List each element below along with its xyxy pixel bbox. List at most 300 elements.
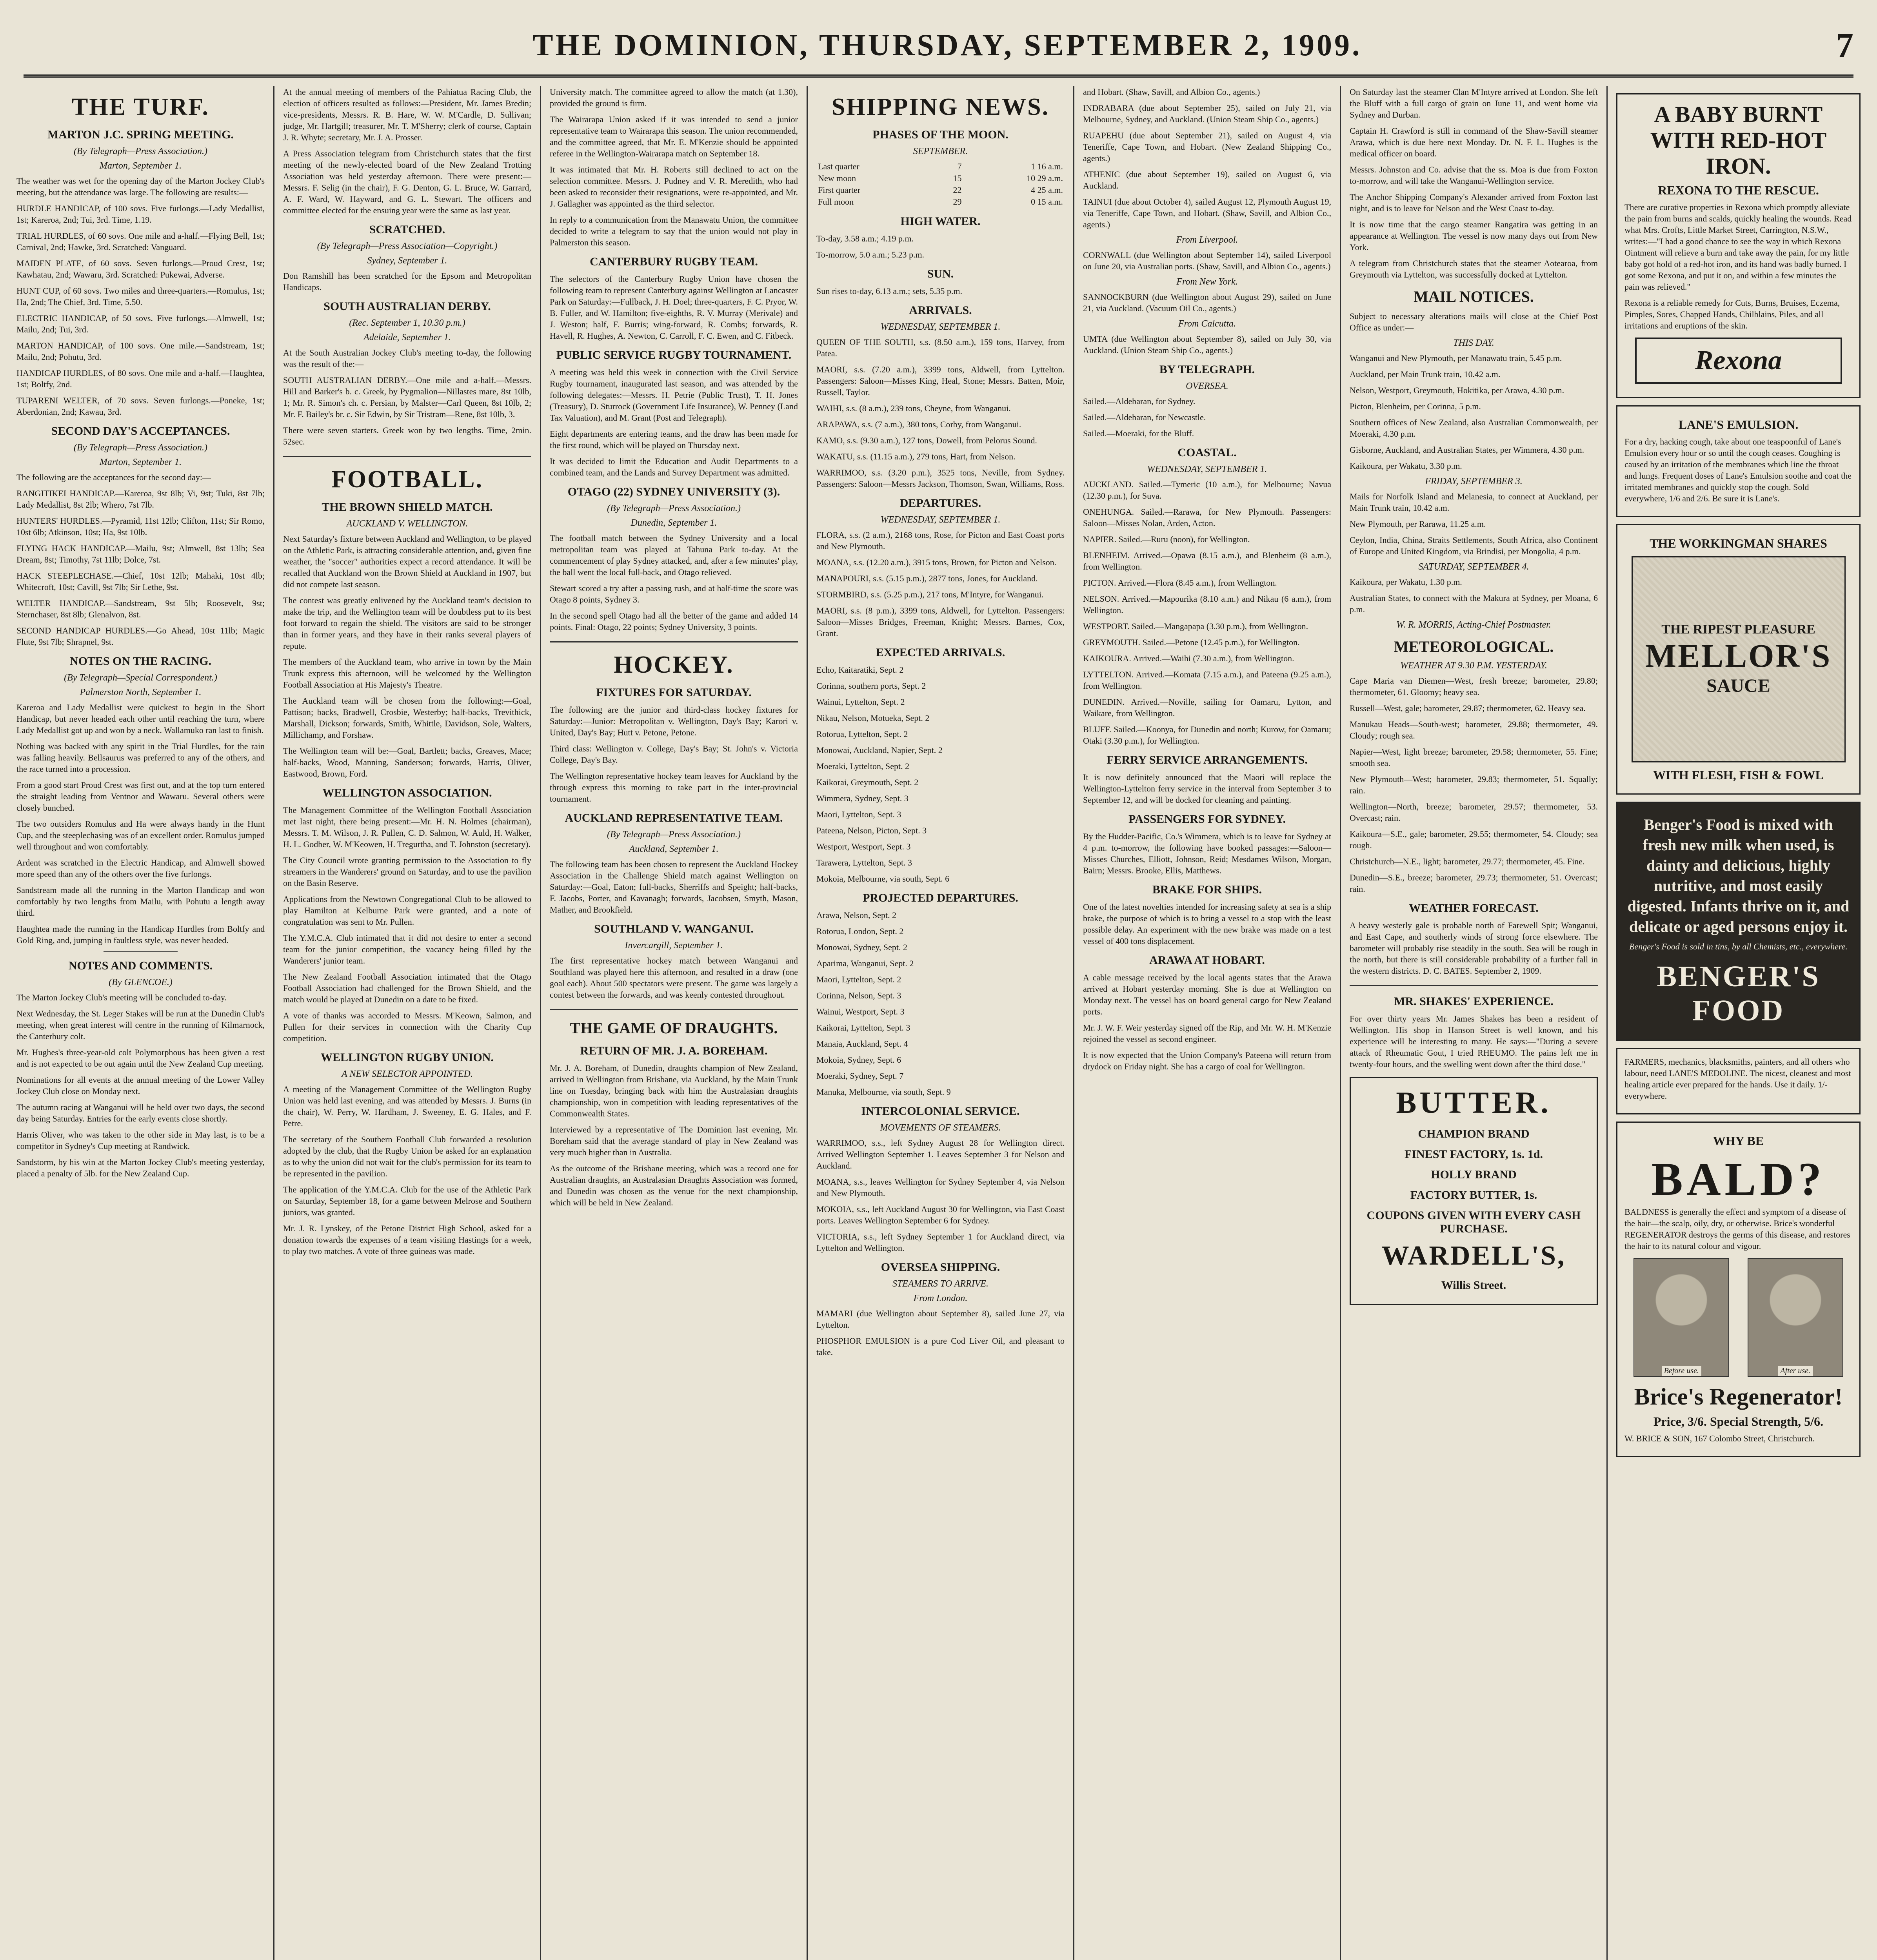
butter-line: HOLLY BRAND: [1431, 1168, 1517, 1181]
article-paragraph: At the annual meeting of members of the Pahiatua Racing Club, the election of officers resulted as follows:—President, Mr. James Bredin; vice-presidents, Messrs. R. B. Hare, W. W. M'Cardle, D. Sullivan; judge, Mr. Hartgill; treasurer, Mr. T. M'Sherry; clerk of course, Captain J. R. Whyte; secretary, Mr. J. A. Prosser.: [283, 87, 531, 142]
article-paragraph: Haughtea made the running in the Handicap Hurdles from Boltfy and Gold Ring, and, jumping in faultless style, was never headed.: [16, 924, 265, 945]
moon-time: 1 16 a.m.: [1031, 162, 1063, 171]
brices-address: W. BRICE & SON, 167 Colombo Street, Christchurch.: [1624, 1434, 1815, 1443]
article-paragraph: CORNWALL (due Wellington about September 14), sailed Liverpool on June 20, via Australian ports. (Shaw, Savill, and Albion Co., agents.): [1083, 250, 1331, 271]
moon-time: 0 15 a.m.: [1031, 197, 1063, 207]
otago-byline: (By Telegraph—Press Association.): [607, 503, 741, 514]
auckland-rep-dateline: Auckland, September 1.: [629, 844, 719, 854]
public-service-heading: PUBLIC SERVICE RUGBY TOURNAMENT.: [556, 348, 792, 361]
list-item: Wainui, Lyttelton, Sept. 2: [816, 697, 905, 707]
article-paragraph: The Management Committee of the Wellington Football Association met last night, there being present:—Mr. H. N. Holmes (chairman), Messrs. T. M. Wilson, J. R. Pullen, C. D. Salmon, W. Auld, H. Walker, H. L. Godber, W. M'Keowen, H. Tregurtha, and T. Johnston (secretary).: [283, 805, 531, 849]
mellors-tagline: THE RIPEST PLEASURE: [1661, 622, 1815, 637]
article-paragraph: Mr. J. A. Boreham, of Dunedin, draughts champion of New Zealand, arrived in Wellington from Brisbane, via Auckland, by the Main Trunk line on Tuesday, bringing back with him the Australasian draughts championship, won in competition with leading representatives of the Commonwealth States.: [550, 1063, 798, 1118]
article-paragraph: BLUFF. Sailed.—Koonya, for Dunedin and north; Kurow, for Oamaru; Otaki (3.30 p.m.), for Wellington.: [1083, 724, 1331, 746]
mail-saturday: SATURDAY, SEPTEMBER 4.: [1418, 562, 1529, 572]
oversea-heading: OVERSEA SHIPPING.: [881, 1261, 1000, 1274]
second-day-dateline: Marton, September 1.: [99, 457, 182, 467]
column-shipping-cont: [1074, 86, 1341, 1960]
weather-entry: Napier—West, light breeze; barometer, 29.58; thermometer, 55. Fine; smooth sea.: [1350, 747, 1598, 768]
weather-entry: Russell—West, gale; barometer, 29.87; thermometer, 62. Heavy sea.: [1350, 703, 1586, 713]
mellors-sauce-advert: [1616, 524, 1861, 795]
after-photo: [1748, 1258, 1843, 1377]
derby-dateline: Adelaide, September 1.: [363, 332, 451, 343]
list-item: Monowai, Auckland, Napier, Sept. 2: [816, 745, 943, 755]
article-paragraph: HUNT CUP, of 60 sovs. Two miles and three-quarters.—Romulus, 1st; Ha, 2nd; The Chief, 3rd. Time, 5.50.: [16, 286, 265, 307]
butter-advert: [1350, 1077, 1598, 1305]
marton-dateline: Marton, September 1.: [99, 161, 182, 171]
article-paragraph: HANDICAP HURDLES, of 80 sovs. One mile and a-half.—Haughtea, 1st; Boltfy, 2nd.: [16, 368, 265, 389]
article-paragraph: Sailed.—Aldebaran, for Newcastle.: [1083, 412, 1206, 422]
passengers-heading: PASSENGERS FOR SYDNEY.: [1128, 813, 1286, 826]
derby-byline: (Rec. September 1, 10.30 p.m.): [349, 318, 465, 328]
mail-entry: Kaikoura, per Wakatu, 3.30 p.m.: [1350, 461, 1462, 471]
article-paragraph: TUPARENI WELTER, of 70 sovs. Seven furlongs.—Poneke, 1st; Aberdonian, 2nd; Kawau, 3rd.: [16, 396, 265, 417]
shipping-heading: SHIPPING NEWS.: [831, 94, 1050, 120]
article-paragraph: The Wellington team will be:—Goal, Bartlett; backs, Greaves, Mace; half-backs, Wood, Manning, Sanderson; forwards, Harris, Oliver, Eastwood, Brown, Ford.: [283, 746, 531, 779]
moon-day: 15: [953, 173, 962, 183]
article-paragraph: Captain H. Crawford is still in command of the Shaw-Savill steamer Arawa, which is due here next Monday. Dr. N. F. L. Hughes is the medical officer on board.: [1350, 126, 1598, 158]
forecast-heading: WEATHER FORECAST.: [1409, 902, 1539, 915]
rexona-body: Rexona is a reliable remedy for Cuts, Burns, Bruises, Eczema, Pimples, Sores, Chapped Hands, Chilblains, Piles, and all irritations and eruptions of the skin.: [1624, 298, 1840, 330]
article-paragraph: The Wairarapa Union asked if it was intended to send a junior representative team to Wairarapa this season. The union recommended, and the committee agreed, that Mr. E. M'Kenzie should be appointed referee in the Wellington-Wairarapa match on September 18.: [550, 114, 798, 158]
article-paragraph: Don Ramshill has been scratched for the Epsom and Metropolitan Handicaps.: [283, 271, 531, 292]
article-paragraph: GREYMOUTH. Sailed.—Petone (12.45 p.m.), for Wellington.: [1083, 637, 1300, 647]
mail-entry: Southern offices of New Zealand, also Australian Commonwealth, per Moeraki, 4.30 p.m.: [1350, 417, 1598, 439]
list-item: Arawa, Nelson, Sept. 2: [816, 910, 897, 920]
bengers-small-print: Benger's Food is sold in tins, by all Chemists, etc., everywhere.: [1629, 942, 1848, 951]
article-paragraph: TRIAL HURDLES, of 60 sovs. One mile and a-half.—Flying Bell, 1st; Carnival, 2nd; Hawke, 3rd. Scratched: Vanguard.: [16, 231, 265, 252]
article-paragraph: The Wellington representative hockey team leaves for Auckland by the through express this morning to take part in the inter-provincial tournament.: [550, 771, 798, 804]
fixtures-heading: FIXTURES FOR SATURDAY.: [596, 686, 752, 699]
list-item: Wainui, Westport, Sept. 3: [816, 1007, 905, 1016]
list-item: Manaia, Auckland, Sept. 4: [816, 1039, 908, 1049]
rexona-subheadline: REXONA TO THE RESCUE.: [1658, 183, 1819, 197]
oversea-label: OVERSEA.: [1186, 381, 1228, 391]
butter-line: COUPONS GIVEN WITH EVERY CASH PURCHASE.: [1366, 1209, 1581, 1235]
article-paragraph: As the outcome of the Brisbane meeting, which was a record one for Australian draughts, an Australasian Draughts Association was formed, and Dunedin was chosen as the venue for the next championship, which will be held in New Zealand.: [550, 1163, 798, 1207]
article-paragraph: MAMARI (due Wellington about September 8), sailed June 27, via Lyttelton.: [816, 1308, 1065, 1330]
moon-phase: Last quarter: [818, 162, 859, 171]
mellors-bottom-line: WITH FLESH, FISH & FOWL: [1653, 768, 1824, 782]
article-paragraph: The first representative hockey match between Wanganui and Southland was played here this afternoon, and resulted in a draw (one goal each). About 500 spectators were present. The game was largely a contest between the forwards, and was keenly contested throughout.: [550, 956, 798, 1000]
article-paragraph: WELTER HANDICAP.—Sandstream, 9st 5lb; Roosevelt, 9st; Sternchaser, 8st 8lb; Glenalvon, 8st.: [16, 598, 265, 619]
article-paragraph: SOUTH AUSTRALIAN DERBY.—One mile and a-half.—Messrs. Hill and Barker's b. c. Greek, by Pygmalion—Nillastes mare, 8st 10lb, 1; Mr. R. Simon's ch. c. Persian, by Malster—Carl Queen, 8st 10lb, 2; Mr. F. Bailey's br. c. Sir Edwin, by Sir Tristram—Rene, 8st 10lb, 3.: [283, 375, 531, 419]
oversea-subheading: STEAMERS TO ARRIVE.: [892, 1279, 989, 1289]
article-paragraph: In the second spell Otago had all the better of the game and added 14 points. Final: Otago, 22 points; Sydney University, 3 points.: [550, 611, 798, 632]
mail-entry: Nelson, Westport, Greymouth, Hokitika, per Arawa, 4.30 p.m.: [1350, 385, 1564, 395]
article-paragraph: Third class: Wellington v. College, Day's Bay; St. John's v. Victoria College, Day's Bay.: [550, 744, 798, 765]
list-item: Echo, Kaitaratiki, Sept. 2: [816, 665, 904, 675]
scratched-dateline: Sydney, September 1.: [367, 256, 447, 266]
article-paragraph: University match. The committee agreed to allow the match (at 1.30), provided the ground is firm.: [550, 87, 798, 108]
list-item: Tarawera, Lyttelton, Sept. 3: [816, 858, 912, 867]
mail-this-day: THIS DAY.: [1453, 338, 1494, 348]
article-paragraph: The members of the Auckland team, who arrive in town by the Main Trunk express this afternoon, will be welcomed by the Wellington Football Association at His Majesty's Theatre.: [283, 657, 531, 690]
article-paragraph: The following team has been chosen to represent the Auckland Hockey Association in the Challenge Shield match against Wellington on Saturday:—Goal, Eaton; full-backs, Sherriffs and Speight; half-backs, F. Jacobs, Porter, and Kavanagh; forwards, Jacobsen, Smyth, Mason, Mather, and Brookfield.: [550, 859, 798, 915]
from-calcutta: From Calcutta.: [1178, 319, 1236, 329]
article-paragraph: A telegram from Christchurch states that the steamer Aotearoa, from Greymouth via Lyttelton, was successfully docked at Lyttelton.: [1350, 258, 1598, 279]
turf-heading: THE TURF.: [72, 94, 209, 120]
rugby-union-subheading: A NEW SELECTOR APPOINTED.: [342, 1069, 473, 1079]
list-item: Rotorua, London, Sept. 2: [816, 926, 904, 936]
table-row: [816, 172, 1065, 184]
rexona-advert: [1616, 93, 1861, 398]
article-paragraph: Next Saturday's fixture between Auckland and Wellington, to be played on the Athletic Park, is attracting considerable attention, and, given fine weather, the "soccer" authorities expect a record attendance. It will be recalled that Auckland won the Brown Shield at Auckland in 1907, but did not compete last season.: [283, 534, 531, 589]
before-caption: Before use.: [1662, 1366, 1701, 1376]
article-paragraph: Sailed.—Aldebaran, for Sydney.: [1083, 396, 1196, 406]
article-paragraph: PHOSPHOR EMULSION is a pure Cod Liver Oil, and pleasant to take.: [816, 1336, 1065, 1357]
list-item: Nikau, Nelson, Motueka, Sept. 2: [816, 713, 930, 723]
butter-line: FACTORY BUTTER, 1s.: [1410, 1189, 1537, 1201]
article-paragraph: MOKOIA, s.s., left Auckland August 30 for Wellington, via East Coast ports. Leaves Wellington September 6 for Sydney.: [816, 1204, 1065, 1225]
coastal-heading: COASTAL.: [1177, 446, 1237, 459]
article-paragraph: TAINUI (due about October 4), sailed August 12, Plymouth August 19, via Teneriffe, Cape Town, and Hobart. (Shaw, Savill, and Albion Co., agents.): [1083, 197, 1331, 229]
article-paragraph: The weather was wet for the opening day of the Marton Jockey Club's meeting, but the attendance was large. The following are results:—: [16, 176, 265, 197]
article-paragraph: The two outsiders Romulus and Ha were always handy in the Hunt Cup, and the steeplechasing was of an excellent order. Romulus jumped well throughout and won comfortably.: [16, 819, 265, 851]
list-item: Wimmera, Sydney, Sept. 3: [816, 793, 909, 803]
lanes-emulsion-headline: LANE'S EMULSION.: [1678, 417, 1799, 432]
lanes-emulsion-advert: [1616, 405, 1861, 517]
arrival-entry: ARAPAWA, s.s. (7 a.m.), 380 tons, Corby, from Wanganui.: [816, 419, 1021, 429]
article-paragraph: ATHENIC (due about September 19), sailed on August 6, via Auckland.: [1083, 169, 1331, 191]
section-rule: [550, 641, 798, 642]
moon-day: 29: [953, 197, 962, 207]
mail-notices-heading: MAIL NOTICES.: [1414, 288, 1534, 305]
article-paragraph: INDRABARA (due about September 25), sailed on July 21, via Melbourne, Sydney, and Auckland. (Union Steam Ship Co., agents.): [1083, 103, 1331, 124]
bengers-body: Benger's Food is mixed with fresh new milk when used, is dainty and delicious, highly nutritive, and most easily digested. Infants thrive on it, and delicate or aged persons enjoy it.: [1627, 816, 1850, 935]
southland-dateline: Invercargill, September 1.: [625, 940, 723, 951]
auckland-rep-byline: (By Telegraph—Press Association.): [607, 829, 741, 840]
article-paragraph: PICTON. Arrived.—Flora (8.45 a.m.), from Wellington.: [1083, 578, 1277, 588]
mail-friday: FRIDAY, SEPTEMBER 3.: [1425, 476, 1523, 486]
marton-byline: (By Telegraph—Press Association.): [73, 146, 208, 156]
after-caption: After use.: [1778, 1366, 1813, 1376]
marton-heading: MARTON J.C. SPRING MEETING.: [47, 128, 234, 141]
article-paragraph: NELSON. Arrived.—Mapourika (8.10 a.m.) and Nikau (6 a.m.), from Wellington.: [1083, 594, 1331, 615]
masthead-title: THE DOMINION, THURSDAY, SEPTEMBER 2, 1909.: [532, 28, 1362, 62]
hockey-heading: HOCKEY.: [614, 652, 734, 678]
weather-entry: New Plymouth—West; barometer, 29.83; thermometer, 51. Squally; rain.: [1350, 774, 1598, 795]
departure-entry: MAORI, s.s. (8 p.m.), 3399 tons, Aldwell, for Lyttelton. Passengers: Saloon—Misses Bridges, Freeman, Knight; Messrs. Barnes, Cox, Grant.: [816, 606, 1065, 638]
column-adverts: [1608, 86, 1869, 1960]
mail-intro: Subject to necessary alterations mails will close at the Chief Post Office as under:—: [1350, 311, 1598, 332]
from-liverpool: From Liverpool.: [1176, 235, 1238, 245]
mail-signature: W. R. MORRIS, Acting-Chief Postmaster.: [1396, 620, 1551, 630]
moon-month: SEPTEMBER.: [913, 146, 968, 156]
brices-price: Price, 3/6. Special Strength, 5/6.: [1653, 1414, 1824, 1428]
departure-entry: FLORA, s.s. (2 a.m.), 2168 tons, Rose, for Picton and East Coast ports and New Plymouth.: [816, 530, 1065, 551]
article-paragraph: It was decided to limit the Education and Audit Departments to a combined team, and the Lands and Survey Department was admitted.: [550, 456, 798, 477]
list-item: Moeraki, Sydney, Sept. 7: [816, 1071, 904, 1081]
article-paragraph: SECOND HANDICAP HURDLES.—Go Ahead, 10st 11lb; Magic Flute, 9st 7lb; Shrapnel, 9st.: [16, 626, 265, 647]
article-paragraph: It was intimated that Mr. H. Roberts still declined to act on the selection committee. Messrs. J. Pudney and V. R. Meredith, who had been asked to reconsider their resignations, were re-appointed, and Mr. J. Gallagher was appointed as the third selector.: [550, 165, 798, 209]
meteorological-heading: METEOROLOGICAL.: [1394, 638, 1554, 655]
sun-heading: SUN.: [927, 267, 954, 280]
high-water-tomorrow: To-morrow, 5.0 a.m.; 5.23 p.m.: [816, 250, 925, 260]
association-heading: WELLINGTON ASSOCIATION.: [322, 786, 492, 799]
weather-entry: Kaikoura—S.E., gale; barometer, 29.55; thermometer, 54. Cloudy; sea rough.: [1350, 829, 1598, 850]
rexona-logo: Rexona: [1635, 338, 1842, 384]
article-paragraph: At the South Australian Jockey Club's meeting to-day, the following was the result of the:—: [283, 348, 531, 369]
mail-entry: Gisborne, Auckland, and Australian States, per Wimmera, 4.30 p.m.: [1350, 445, 1584, 455]
list-item: Corinna, Nelson, Sept. 3: [816, 991, 901, 1000]
notes-comments-heading: NOTES AND COMMENTS.: [68, 959, 213, 972]
masthead: [24, 16, 1853, 78]
mail-entry: Picton, Blenheim, per Corinna, 5 p.m.: [1350, 401, 1481, 411]
article-paragraph: ONEHUNGA. Sailed.—Rarawa, for New Plymouth. Passengers: Saloon—Misses Nolan, Arden, Acton.: [1083, 507, 1331, 528]
notes-racing-heading: NOTES ON THE RACING.: [69, 655, 212, 668]
mellors-bottle-illustration: [1632, 556, 1846, 762]
medoline-body: FARMERS, mechanics, blacksmiths, painters, and all others who labour, need LANE'S MEDOLINE. The nicest, cleanest and most healing article ever prepared for the hands. Use it daily. 1/- everywhere.: [1624, 1057, 1851, 1101]
article-paragraph: A meeting of the Management Committee of the Wellington Rugby Union was held last evening, and was attended by Messrs. J. Burns (in the chair), W. Perry, W. Hardham, J. Sweeney, E. G. Hales, and F. Petre.: [283, 1084, 531, 1128]
departures-date: WEDNESDAY, SEPTEMBER 1.: [880, 515, 1001, 525]
draughts-subheading: RETURN OF MR. J. A. BOREHAM.: [580, 1044, 768, 1057]
list-item: Rotorua, Lyttelton, Sept. 2: [816, 729, 908, 739]
article-paragraph: HUNTERS' HURDLES.—Pyramid, 11st 12lb; Clifton, 11st; Sir Romo, 10st 6lb; Atkinson, 10st; Ha, 9st 10lb.: [16, 516, 265, 537]
article-paragraph: The following are the junior and third-class hockey fixtures for Saturday:—Junior: Metropolitan v. Wellington, Day's Bay; Karori v. United, Day's Bay; Hutt v. Petone, Petone.: [550, 705, 798, 737]
moon-phase: First quarter: [818, 185, 861, 195]
article-paragraph: WESTPORT. Sailed.—Mangapapa (3.30 p.m.), from Wellington.: [1083, 621, 1308, 631]
article-paragraph: The Marton Jockey Club's meeting will be concluded to-day.: [16, 993, 227, 1002]
arrival-entry: KAMO, s.s. (9.30 a.m.), 127 tons, Dowell, from Pelorus Sound.: [816, 436, 1037, 445]
article-paragraph: The secretary of the Southern Football Club forwarded a resolution adopted by the club, that the Rugby Union be asked for an explanation as to why the union did not wait for the club's permission for its team to be represented in the pavilion.: [283, 1134, 531, 1178]
article-paragraph: There were seven starters. Greek won by two lengths. Time, 2min. 52sec.: [283, 425, 531, 446]
article-paragraph: A meeting was held this week in connection with the Civil Service Rugby tournament, inaugurated last season, and was attended by the following delegates:—Messrs. H. Petrie (Public Trust), T. H. Jones (Treasury), D. Sturrock (Government Life Insurance), W. Penney (Land Tax Valuation), and M. Grant (Post and Telegraph).: [550, 367, 798, 423]
arrivals-date: WEDNESDAY, SEPTEMBER 1.: [880, 322, 1001, 332]
list-item: Mokoia, Sydney, Sept. 6: [816, 1055, 901, 1065]
departure-entry: MANAPOURI, s.s. (5.15 p.m.), 2877 tons, Jones, for Auckland.: [816, 573, 1038, 583]
brices-regenerator-advert: [1616, 1122, 1861, 1457]
article-paragraph: The autumn racing at Wanganui will be held over two days, the second day being Saturday. Entries for the early events close shortly.: [16, 1102, 265, 1123]
bald-headline: BALD?: [1651, 1153, 1826, 1205]
auckland-rep-heading: AUCKLAND REPRESENTATIVE TEAM.: [565, 811, 783, 824]
article-paragraph: Mr. Hughes's three-year-old colt Polymorphous has been given a rest and is not expected to be out again until the New Zealand Cup meeting.: [16, 1047, 265, 1069]
column-football: [274, 86, 541, 1960]
article-paragraph: Applications from the Newtown Congregational Club to be allowed to play Hamilton at Kelburne Park were granted, and a note of congratulation was sent to Mr. Pullen.: [283, 894, 531, 927]
arrival-entry: QUEEN OF THE SOUTH, s.s. (8.50 a.m.), 159 tons, Harvey, from Patea.: [816, 337, 1065, 358]
article-paragraph: DUNEDIN. Arrived.—Noville, sailing for Oamaru, Lytton, and Waikare, from Wellington.: [1083, 697, 1331, 718]
moon-time: 4 25 a.m.: [1031, 185, 1063, 195]
table-row: [816, 196, 1065, 208]
list-item: Corinna, southern ports, Sept. 2: [816, 681, 926, 691]
article-paragraph: VICTORIA, s.s., left Sydney September 1 for Auckland direct, via Lyttelton and Wellington.: [816, 1232, 1065, 1253]
list-item: Maori, Lyttelton, Sept. 3: [816, 809, 901, 819]
article-paragraph: Stewart scored a try after a passing rush, and at half-time the score was Otago 8 points, Sydney 3.: [550, 583, 798, 604]
moon-time: 10 29 a.m.: [1027, 173, 1063, 183]
arrival-entry: WARRIMOO, s.s. (3.20 p.m.), 3525 tons, Neville, from Sydney. Passengers: Saloon—Messrs Jackson, Thomson, Swan, Williams, Ross.: [816, 468, 1065, 489]
brices-brand: Brice's Regenerator!: [1634, 1384, 1843, 1410]
weather-entry: Dunedin—S.E., breeze; barometer, 29.73; thermometer, 51. Overcast; rain.: [1350, 873, 1598, 894]
article-paragraph: A vote of thanks was accorded to Messrs. M'Keown, Salmon, and Pullen for their services in connection with the Charity Cup competition.: [283, 1011, 531, 1043]
article-paragraph: WARRIMOO, s.s., left Sydney August 28 for Wellington direct. Arrived Wellington September 1. Leaves September 3 for Nelson and Auckland.: [816, 1138, 1065, 1171]
oversea-from: From London.: [913, 1293, 968, 1303]
article-paragraph: The application of the Y.M.C.A. Club for the use of the Athletic Park on Saturday, September 18, for a game between Melrose and Southern juniors, was granted.: [283, 1185, 531, 1217]
southland-heading: SOUTHLAND V. WANGANUI.: [594, 922, 754, 935]
article-paragraph: It is now expected that the Union Company's Pateena will return from drydock on Friday night. She has a cargo of coal for Wellington.: [1083, 1050, 1331, 1071]
article-paragraph: Sandstream made all the running in the Marton Handicap and won comfortably by two lengths from Mailu, with Pohutu a length away third.: [16, 885, 265, 918]
article-paragraph: HURDLE HANDICAP, of 100 sovs. Five furlongs.—Lady Medallist, 1st; Kareroa, 2nd; Tui, 3rd. Time, 1.19.: [16, 203, 265, 225]
scratched-byline: (By Telegraph—Press Association—Copyright.): [317, 241, 498, 251]
list-item: Westport, Westport, Sept. 3: [816, 842, 911, 851]
moon-phase: Full moon: [818, 197, 854, 207]
arrival-entry: MAORI, s.s. (7.20 a.m.), 3399 tons, Aldwell, from Lyttelton. Passengers: Saloon—Misses King, Heal, Stone; Messrs. Batten, Moir, Russell, Taylor.: [816, 365, 1065, 397]
weather-entry: Manukau Heads—South-west; barometer, 29.88; thermometer, 49. Cloudy; rough sea.: [1350, 719, 1598, 740]
weather-entry: Christchurch—N.E., light; barometer, 29.77; thermometer, 45. Fine.: [1350, 857, 1585, 866]
list-item: Aparima, Wanganui, Sept. 2: [816, 958, 914, 968]
article-paragraph: The New Zealand Football Association intimated that the Otago Football Association had challenged for the Brown Shield, and the match would be played at Dunedin on a date to be fixed.: [283, 972, 531, 1004]
article-paragraph: By the Hudder-Pacific, Co.'s Wimmera, which is to leave for Sydney at 4 p.m. to-morrow, the following have booked passages:—Saloon—Misses Churches, Elliott, Johnson, Reid; Mesdames Wilson, Morgan, Bairn; Messrs. Brooke, Ellis, Matthews.: [1083, 831, 1331, 875]
section-rule: [550, 1009, 798, 1010]
coastal-date: WEDNESDAY, SEPTEMBER 1.: [1147, 464, 1267, 474]
article-paragraph: MARTON HANDICAP, of 100 sovs. One mile.—Sandstream, 1st; Mailu, 2nd; Pohutu, 3rd.: [16, 341, 265, 362]
table-row: [816, 161, 1065, 172]
page-number: 7: [1835, 25, 1853, 65]
intercolonial-subheading: MOVEMENTS OF STEAMERS.: [880, 1123, 1001, 1133]
article-paragraph: RANGITIKEI HANDICAP.—Kareroa, 9st 8lb; Vi, 9st; Tuki, 8st 7lb; Lady Medallist, 8st 2lb; Whero, 7st 7lb.: [16, 488, 265, 510]
shakes-heading: MR. SHAKES' EXPERIENCE.: [1394, 995, 1554, 1008]
by-telegraph-heading: BY TELEGRAPH.: [1159, 363, 1255, 376]
article-paragraph: Mr. J. W. F. Weir yesterday signed off the Rip, and Mr. W. H. M'Kenzie rejoined the vessel as second engineer.: [1083, 1023, 1331, 1044]
list-item: Kaikorai, Greymouth, Sept. 2: [816, 777, 919, 787]
mellors-brand: MELLOR'S: [1645, 638, 1832, 674]
mail-entry: Mails for Norfolk Island and Melanesia, to connect at Auckland, per Main Trunk train, 10.42 a.m.: [1350, 492, 1598, 513]
article-paragraph: Kareroa and Lady Medallist were quickest to begin in the Short Handicap, but never headed each other until reaching the turn, where Lady Medallist got up and won by a neck. Wallamuko ran last to finish.: [16, 702, 265, 735]
list-item: Maori, Lyttelton, Sept. 2: [816, 975, 901, 984]
butter-line: FINEST FACTORY, 1s. 1d.: [1405, 1148, 1543, 1161]
otago-heading: OTAGO (22) SYDNEY UNIVERSITY (3).: [567, 485, 780, 498]
weather-subheading: WEATHER AT 9.30 P.M. YESTERDAY.: [1400, 661, 1547, 671]
article-paragraph: Nominations for all events at the annual meeting of the Lower Valley Jockey Club close on Monday next.: [16, 1075, 265, 1096]
article-paragraph: The following are the acceptances for the second day:—: [16, 472, 211, 482]
article-paragraph: Ardent was scratched in the Electric Handicap, and Almwell showed more speed than any of the others over the five furlongs.: [16, 858, 265, 879]
lanes-emulsion-body: For a dry, hacking cough, take about one teaspoonful of Lane's Emulsion every hour or so until the cough ceases. Coughing is caused by an irritation of the membranes which line the throat and lungs. Frequent doses of Lane's Emulsion soothe and coat the irritated membranes and quickly stop the cough. Sold everywhere, 1/6 and 2/6. Be sure it is Lane's.: [1624, 437, 1852, 503]
sun-times: Sun rises to-day, 6.13 a.m.; sets, 5.35 p.m.: [816, 286, 962, 296]
column-mail-weather: [1341, 86, 1608, 1960]
high-water-today: To-day, 3.58 a.m.; 4.19 p.m.: [816, 234, 914, 243]
rugby-union-heading: WELLINGTON RUGBY UNION.: [321, 1051, 494, 1064]
article-paragraph: The Auckland team will be chosen from the following:—Goal, Pattison; backs, Bradwell, Crosbie, Westerby; half-backs, Trevithick, Marshall, Dickson; forwards, Smith, Whittle, Davidson, Sole, Walters, Millichamp, and Forshaw.: [283, 696, 531, 740]
article-paragraph: MOANA, s.s., leaves Wellington for Sydney September 4, via Nelson and New Plymouth.: [816, 1177, 1065, 1198]
article-paragraph: Messrs. Johnston and Co. advise that the ss. Moa is due from Foxton to-morrow, and will take the Wanganui-Wellington service.: [1350, 165, 1598, 186]
notes-comments-byline: (By GLENCOE.): [109, 977, 173, 987]
list-item: Kaikorai, Lyttelton, Sept. 3: [816, 1023, 910, 1033]
article-paragraph: A cable message received by the local agents states that the Arawa arrived at Hobart yesterday morning. She is due at Wellington on Monday next. The vessel has on board general cargo for New Zealand ports.: [1083, 973, 1331, 1016]
moon-day: 7: [957, 162, 962, 171]
brown-shield-subheading: AUCKLAND V. WELLINGTON.: [346, 519, 468, 529]
arawa-heading: ARAWA AT HOBART.: [1149, 954, 1265, 967]
departures-heading: DEPARTURES.: [899, 497, 981, 510]
departure-entry: STORMBIRD, s.s. (5.25 p.m.), 217 tons, M'Intyre, for Wanganui.: [816, 590, 1044, 599]
article-paragraph: It is now definitely announced that the Maori will replace the Wellington-Lyttelton ferry service in the interval from September 3 to September 12, and will be docked for cleaning and painting.: [1083, 772, 1331, 805]
article-paragraph: The football match between the Sydney University and a local metropolitan team was played at Tahuna Park to-day. At the commencement of play Sydney attacked, and, after a few minutes' play, the ball went the local full-back, and Otago relieved.: [550, 533, 798, 577]
canterbury-heading: CANTERBURY RUGBY TEAM.: [590, 255, 758, 268]
article-paragraph: UMTA (due Wellington about September 8), sailed on July 30, via Auckland. (Union Steam Ship Co., agents.): [1083, 334, 1331, 355]
expected-arrivals-heading: EXPECTED ARRIVALS.: [876, 646, 1005, 659]
moon-day: 22: [953, 185, 962, 195]
bengers-food-advert: [1616, 802, 1861, 1041]
moon-table: [816, 161, 1065, 208]
article-paragraph: The City Council wrote granting permission to the Association to fly streamers in the Wanderers' ground on Saturday, and to use the pavilion on the Basin Reserve.: [283, 855, 531, 888]
divider: [104, 951, 178, 952]
article-paragraph: For over thirty years Mr. James Shakes has been a resident of Wellington. His shop in Hanson Street is well known, and his experience will be interesting to many. He says:—"During a severe attack of Rheumatic Gout, I tried RHEUMO. The pains left me in twenty-four hours, and the swelling went down after the third dose.": [1350, 1014, 1598, 1069]
draughts-heading: THE GAME OF DRAUGHTS.: [570, 1019, 778, 1037]
article-paragraph: One of the latest novelties intended for increasing safety at sea is a ship brake, the purpose of which is to bring a vessel to a stop with the least possible delay. An experiment with the new brake was made on a test vessel of 400 tons displacement.: [1083, 902, 1331, 946]
article-paragraph: The Anchor Shipping Company's Alexander arrived from Foxton last night, and is to leave for Nelson and the West Coast to-day.: [1350, 192, 1598, 213]
football-heading: FOOTBALL.: [331, 466, 483, 493]
projected-departures-heading: PROJECTED DEPARTURES.: [863, 891, 1018, 904]
high-water-heading: HIGH WATER.: [900, 215, 981, 228]
article-paragraph: Nothing was backed with any spirit in the Trial Hurdles, for the rain was falling heavily. Bellsaurus was preferred to any of the others, and the race turned into a procession.: [16, 741, 265, 774]
list-item: Manuka, Melbourne, via south, Sept. 9: [816, 1087, 951, 1097]
before-photo: [1634, 1258, 1729, 1377]
column-hockey-draughts: [541, 86, 808, 1960]
mail-entry: Kaikoura, per Wakatu, 1.30 p.m.: [1350, 577, 1462, 587]
article-paragraph: BLENHEIM. Arrived.—Opawa (8.15 a.m.), and Blenheim (8 a.m.), from Wellington.: [1083, 550, 1331, 572]
intercolonial-heading: INTERCOLONIAL SERVICE.: [861, 1105, 1020, 1118]
article-paragraph: Mr. J. R. Lynskey, of the Petone District High School, asked for a donation towards the expenses of a team visiting Hastings for a week, to play two matches. A vote of three guineas was made.: [283, 1223, 531, 1256]
article-paragraph: Eight departments are entering teams, and the draw has been made for the first round, which will be played on Thursday next.: [550, 429, 798, 450]
article-paragraph: Interviewed by a representative of The Dominion last evening, Mr. Boreham said that the average standard of play in New Zealand was very much higher than in Australia.: [550, 1125, 798, 1157]
article-paragraph: NAPIER. Sailed.—Ruru (noon), for Wellington.: [1083, 534, 1250, 544]
article-paragraph: Harris Oliver, who was taken to the other side in May last, is to be a competitor in Sydney's Cup meeting at Randwick.: [16, 1130, 265, 1151]
mail-entry: Auckland, per Main Trunk train, 10.42 a.m.: [1350, 369, 1501, 379]
mellors-top-line: THE WORKINGMAN SHARES: [1650, 536, 1827, 550]
article-paragraph: In reply to a communication from the Manawatu Union, the committee decided to write a telegram to say that the union would not play in Palmerston this season.: [550, 215, 798, 247]
ferry-heading: FERRY SERVICE ARRANGEMENTS.: [1107, 753, 1308, 766]
scratched-heading: SCRATCHED.: [369, 223, 445, 236]
list-item: Pateena, Nelson, Picton, Sept. 3: [816, 826, 927, 835]
article-paragraph: The contest was greatly enlivened by the Auckland team's decision to make the trip, and the Wellington team will be doubtless put to its best foot forward to regain the shield. The visitors are said to be stronger than in former years, and they have in their ranks several players of repute.: [283, 595, 531, 651]
mellors-sauce-word: SAUCE: [1706, 675, 1770, 696]
wardells-street: Willis Street.: [1441, 1279, 1506, 1292]
article-paragraph: KAIKOURA. Arrived.—Waihi (7.30 a.m.), from Wellington.: [1083, 653, 1294, 663]
mail-entry: New Plymouth, per Rarawa, 11.25 a.m.: [1350, 519, 1486, 529]
moon-heading: PHASES OF THE MOON.: [872, 128, 1008, 141]
list-item: Moeraki, Lyttelton, Sept. 2: [816, 761, 910, 771]
article-paragraph: From a good start Proud Crest was first out, and at the top turn entered the straight leading from Ventnor and Wawaru. Several others were closely bunched.: [16, 780, 265, 813]
mail-entry: Ceylon, India, China, Straits Settlements, South Africa, also Continent of Europe and United Kingdom, via Brindisi, per Mongolia, 4 p.m.: [1350, 535, 1598, 556]
article-paragraph: On Saturday last the steamer Clan M'Intyre arrived at London. She left the Bluff with a full cargo of grain on June 11, and went home via Sydney and Durban.: [1350, 87, 1598, 120]
article-paragraph: Next Wednesday, the St. Leger Stakes will be run at the Dunedin Club's meeting, when great interest will centre in the running of Kilmarnock, the Canterbury colt.: [16, 1009, 265, 1041]
notes-racing-byline: (By Telegraph—Special Correspondent.): [64, 673, 217, 683]
mail-entry: Wanganui and New Plymouth, per Manawatu train, 5.45 p.m.: [1350, 353, 1562, 363]
otago-dateline: Dunedin, September 1.: [631, 518, 717, 528]
article-paragraph: Sailed.—Moeraki, for the Bluff.: [1083, 428, 1194, 438]
article-paragraph: It is now time that the cargo steamer Rangatira was getting in an appearance at Wellington. The vessel is now many days out from New York.: [1350, 220, 1598, 252]
article-paragraph: Sandstorm, by his win at the Marton Jockey Club's meeting yesterday, placed a penalty of 5lb. for the New Zealand Cup.: [16, 1157, 265, 1178]
article-paragraph: AUCKLAND. Sailed.—Tymeric (10 a.m.), for Melbourne; Navua (12.30 p.m.), for Suva.: [1083, 479, 1331, 501]
article-paragraph: A Press Association telegram from Christchurch states that the first meeting of the newly-elected board of the New Zealand Trotting Association was held yesterday afternoon. There were present:—Messrs. F. Selig (in the chair), F. G. Denton, G. L. Bruce, W. Garrard, A. F. Ward, W. Hayward, and G. L. Stewart. The officers and committee elected for the ensuing year were the same as last year.: [283, 149, 531, 215]
article-paragraph: SANNOCKBURN (due Wellington about August 29), sailed on June 21, via Auckland. (Vacuum Oil Co., agents.): [1083, 292, 1331, 313]
arrival-entry: WAKATU, s.s. (11.15 a.m.), 279 tons, Hart, from Nelson.: [816, 452, 1016, 461]
article-paragraph: HACK STEEPLECHASE.—Chief, 10st 12lb; Mahaki, 10st 4lb; Whitecroft, 10st; Cavill, 9st 7lb; Sir Lethe, 9st.: [16, 571, 265, 592]
lanes-medoline-advert: [1616, 1048, 1861, 1114]
forecast-text: A heavy westerly gale is probable north of Farewell Spit; Wanganui, and East Cape, and southerly winds of strong force elsewhere. The barometer will probably rise steadily in the south. Sea will be rough in the north, but there is still considerable probability of a further fall in the western districts. D. C. BATES. September 2, 1909.: [1350, 920, 1598, 976]
derby-heading: SOUTH AUSTRALIAN DERBY.: [323, 300, 491, 313]
column-shipping: [808, 86, 1074, 1960]
wardells-brand: WARDELL'S,: [1381, 1241, 1566, 1271]
list-item: Mokoia, Melbourne, via south, Sept. 6: [816, 874, 950, 884]
article-paragraph: RUAPEHU (due about September 21), sailed on August 4, via Teneriffe, Cape Town, and Hobart. (New Zealand Shipping Co., agents.): [1083, 131, 1331, 163]
bald-top-line: WHY BE: [1713, 1134, 1764, 1148]
notes-racing-dateline: Palmerston North, September 1.: [80, 687, 202, 697]
second-day-byline: (By Telegraph—Press Association.): [73, 443, 208, 453]
second-day-heading: SECOND DAY'S ACCEPTANCES.: [51, 425, 230, 437]
brake-heading: BRAKE FOR SHIPS.: [1152, 883, 1262, 896]
from-new-york: From New York.: [1176, 277, 1238, 287]
article-paragraph: MAIDEN PLATE, of 60 sovs. Seven furlongs.—Proud Crest, 1st; Kawhatau, 2nd; Wawaru, 3rd. Scratched: Pukewai, Adverse.: [16, 258, 265, 279]
article-paragraph: ELECTRIC HANDICAP, of 50 sovs. Five furlongs.—Almwell, 1st; Mailu, 2nd; Tui, 3rd.: [16, 313, 265, 334]
